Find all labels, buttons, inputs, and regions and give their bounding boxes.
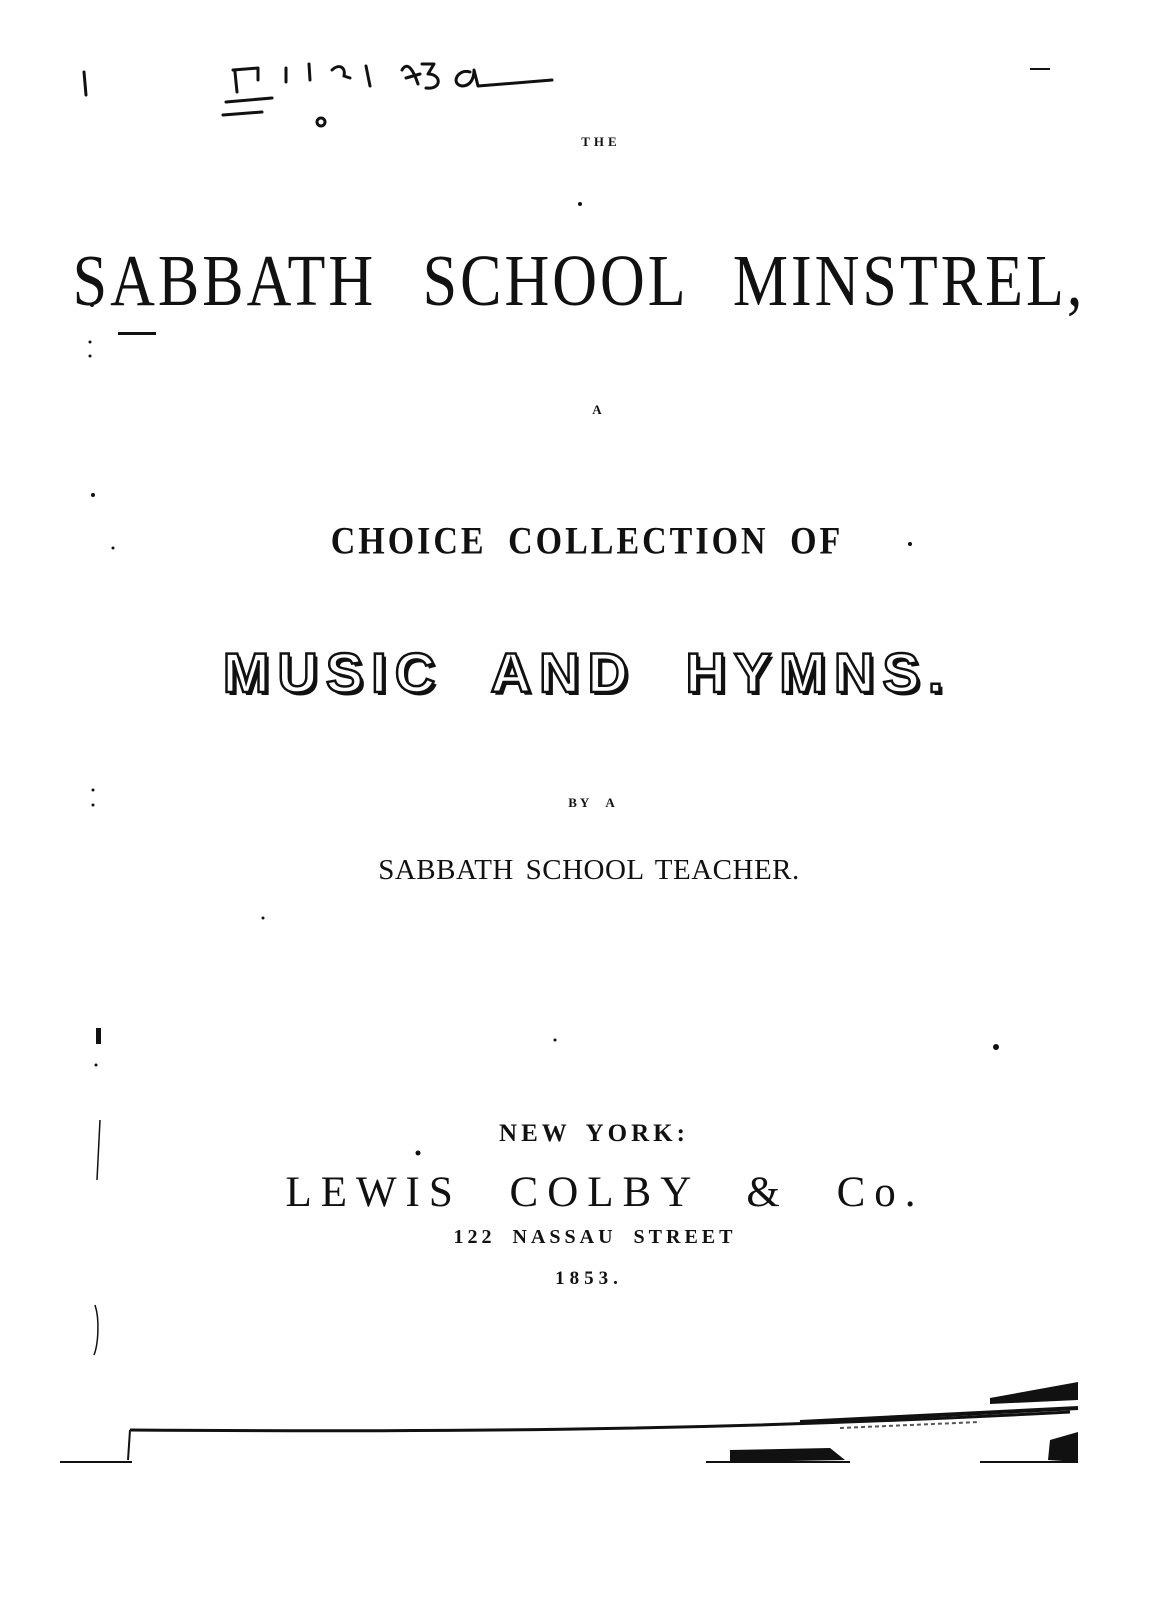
imprint-publisher: LEWIS COLBY & Co. (285, 1169, 925, 1216)
imprint-place: NEW YORK: (499, 1120, 689, 1147)
handwritten-call-number (84, 64, 552, 126)
imprint-address: 122 NASSAU STREET (453, 1226, 737, 1248)
title-article: THE (581, 134, 621, 149)
byline: SABBATH SCHOOL TEACHER. (378, 854, 800, 886)
subtitle-line-1: CHOICE COLLECTION OF (330, 520, 844, 563)
main-title: SABBATH SCHOOL MINSTREL, (72, 241, 1086, 322)
title-connector: A (592, 402, 602, 417)
bottom-edge-marks (60, 1382, 1078, 1462)
byline-prefix: BY A (568, 795, 618, 810)
subtitle-line-2: MUSIC AND HYMNS. (222, 641, 952, 704)
imprint-year: 1853. (555, 1268, 623, 1289)
